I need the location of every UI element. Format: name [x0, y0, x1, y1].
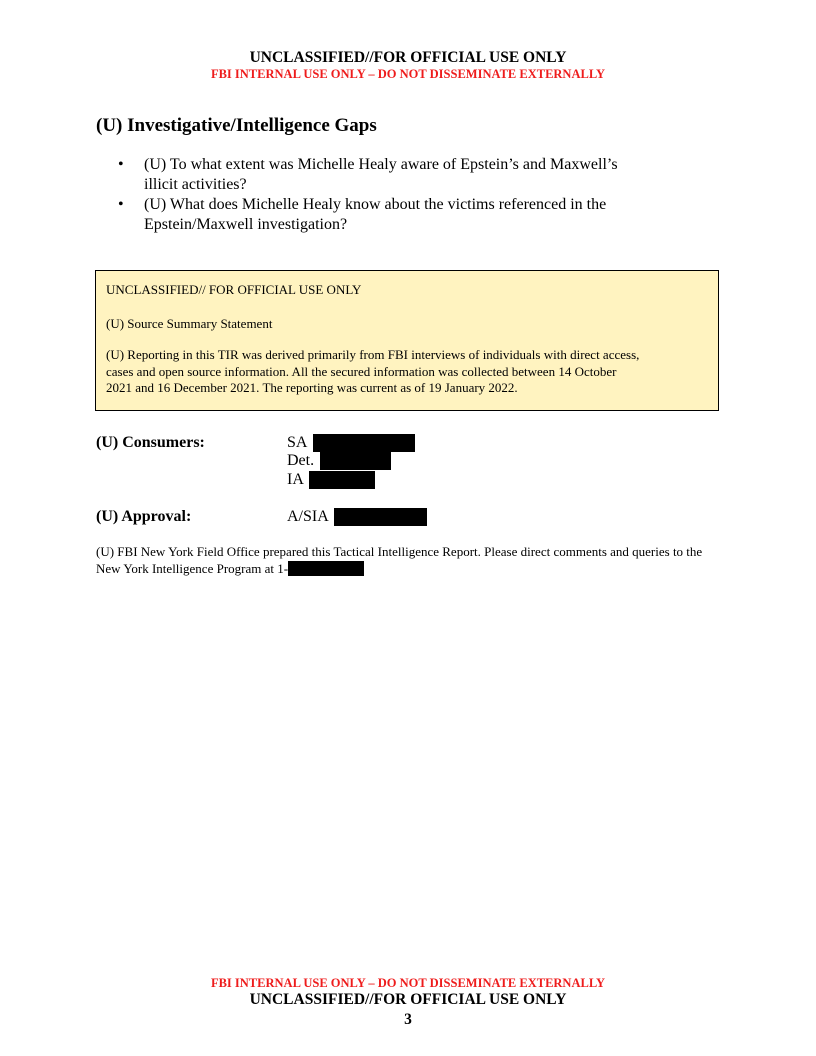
source-box-title: (U) Source Summary Statement	[106, 316, 273, 331]
source-box-classification: UNCLASSIFIED// FOR OFFICIAL USE ONLY	[106, 282, 362, 297]
redaction-block	[288, 561, 364, 576]
page-number: 3	[404, 1011, 412, 1028]
gaps-list	[118, 155, 638, 235]
redaction-block	[334, 508, 427, 526]
source-summary-box	[95, 270, 719, 411]
gap-question-2: (U) What does Michelle Healy know about the victims referenced in the Epstein/Maxwell investigation?	[144, 196, 607, 233]
footer-classification: UNCLASSIFIED//FOR OFFICIAL USE ONLY	[249, 991, 567, 1008]
consumer-title: SA	[287, 434, 307, 451]
redaction-block	[309, 471, 375, 489]
gaps-section-title: (U) Investigative/Intelligence Gaps	[96, 115, 377, 136]
consumer-title: Det.	[287, 452, 315, 469]
consumer-entry-sa	[287, 434, 415, 452]
approval-label: (U) Approval:	[96, 508, 192, 525]
report-footnote	[96, 544, 716, 577]
footer-dissemination-notice: FBI INTERNAL USE ONLY – DO NOT DISSEMINATE EXTERNALLY	[210, 976, 606, 990]
source-box-body: (U) Reporting in this TIR was derived primarily from FBI interviews of individuals with direct access, cases and open source information. All the secured information was collected between 14 October 2021 and 16 December 2021. The reporting was current as of 19 January 2022.	[106, 347, 640, 395]
header-dissemination-notice: FBI INTERNAL USE ONLY – DO NOT DISSEMINATE EXTERNALLY	[210, 67, 606, 81]
header-classification: UNCLASSIFIED//FOR OFFICIAL USE ONLY	[249, 49, 567, 66]
bullet-icon: •	[118, 196, 124, 213]
gaps-list-item	[118, 155, 638, 195]
redaction-block	[320, 452, 391, 470]
approval-title: A/SIA	[287, 508, 328, 525]
bullet-icon: •	[118, 156, 124, 173]
footnote-text: (U) FBI New York Field Office prepared this Tactical Intelligence Report. Please direct comments and queries to the New York Intelligence Program at 1-	[96, 544, 703, 576]
consumers-label: (U) Consumers:	[96, 434, 205, 451]
gap-question-1: (U) To what extent was Michelle Healy aware of Epstein’s and Maxwell’s illicit activities?	[144, 156, 618, 193]
consumer-entry-ia	[287, 471, 375, 489]
gaps-list-item	[118, 195, 638, 235]
consumer-entry-det	[287, 452, 391, 470]
approval-entry	[287, 508, 427, 526]
redaction-block	[313, 434, 415, 452]
consumer-title: IA	[287, 471, 303, 488]
